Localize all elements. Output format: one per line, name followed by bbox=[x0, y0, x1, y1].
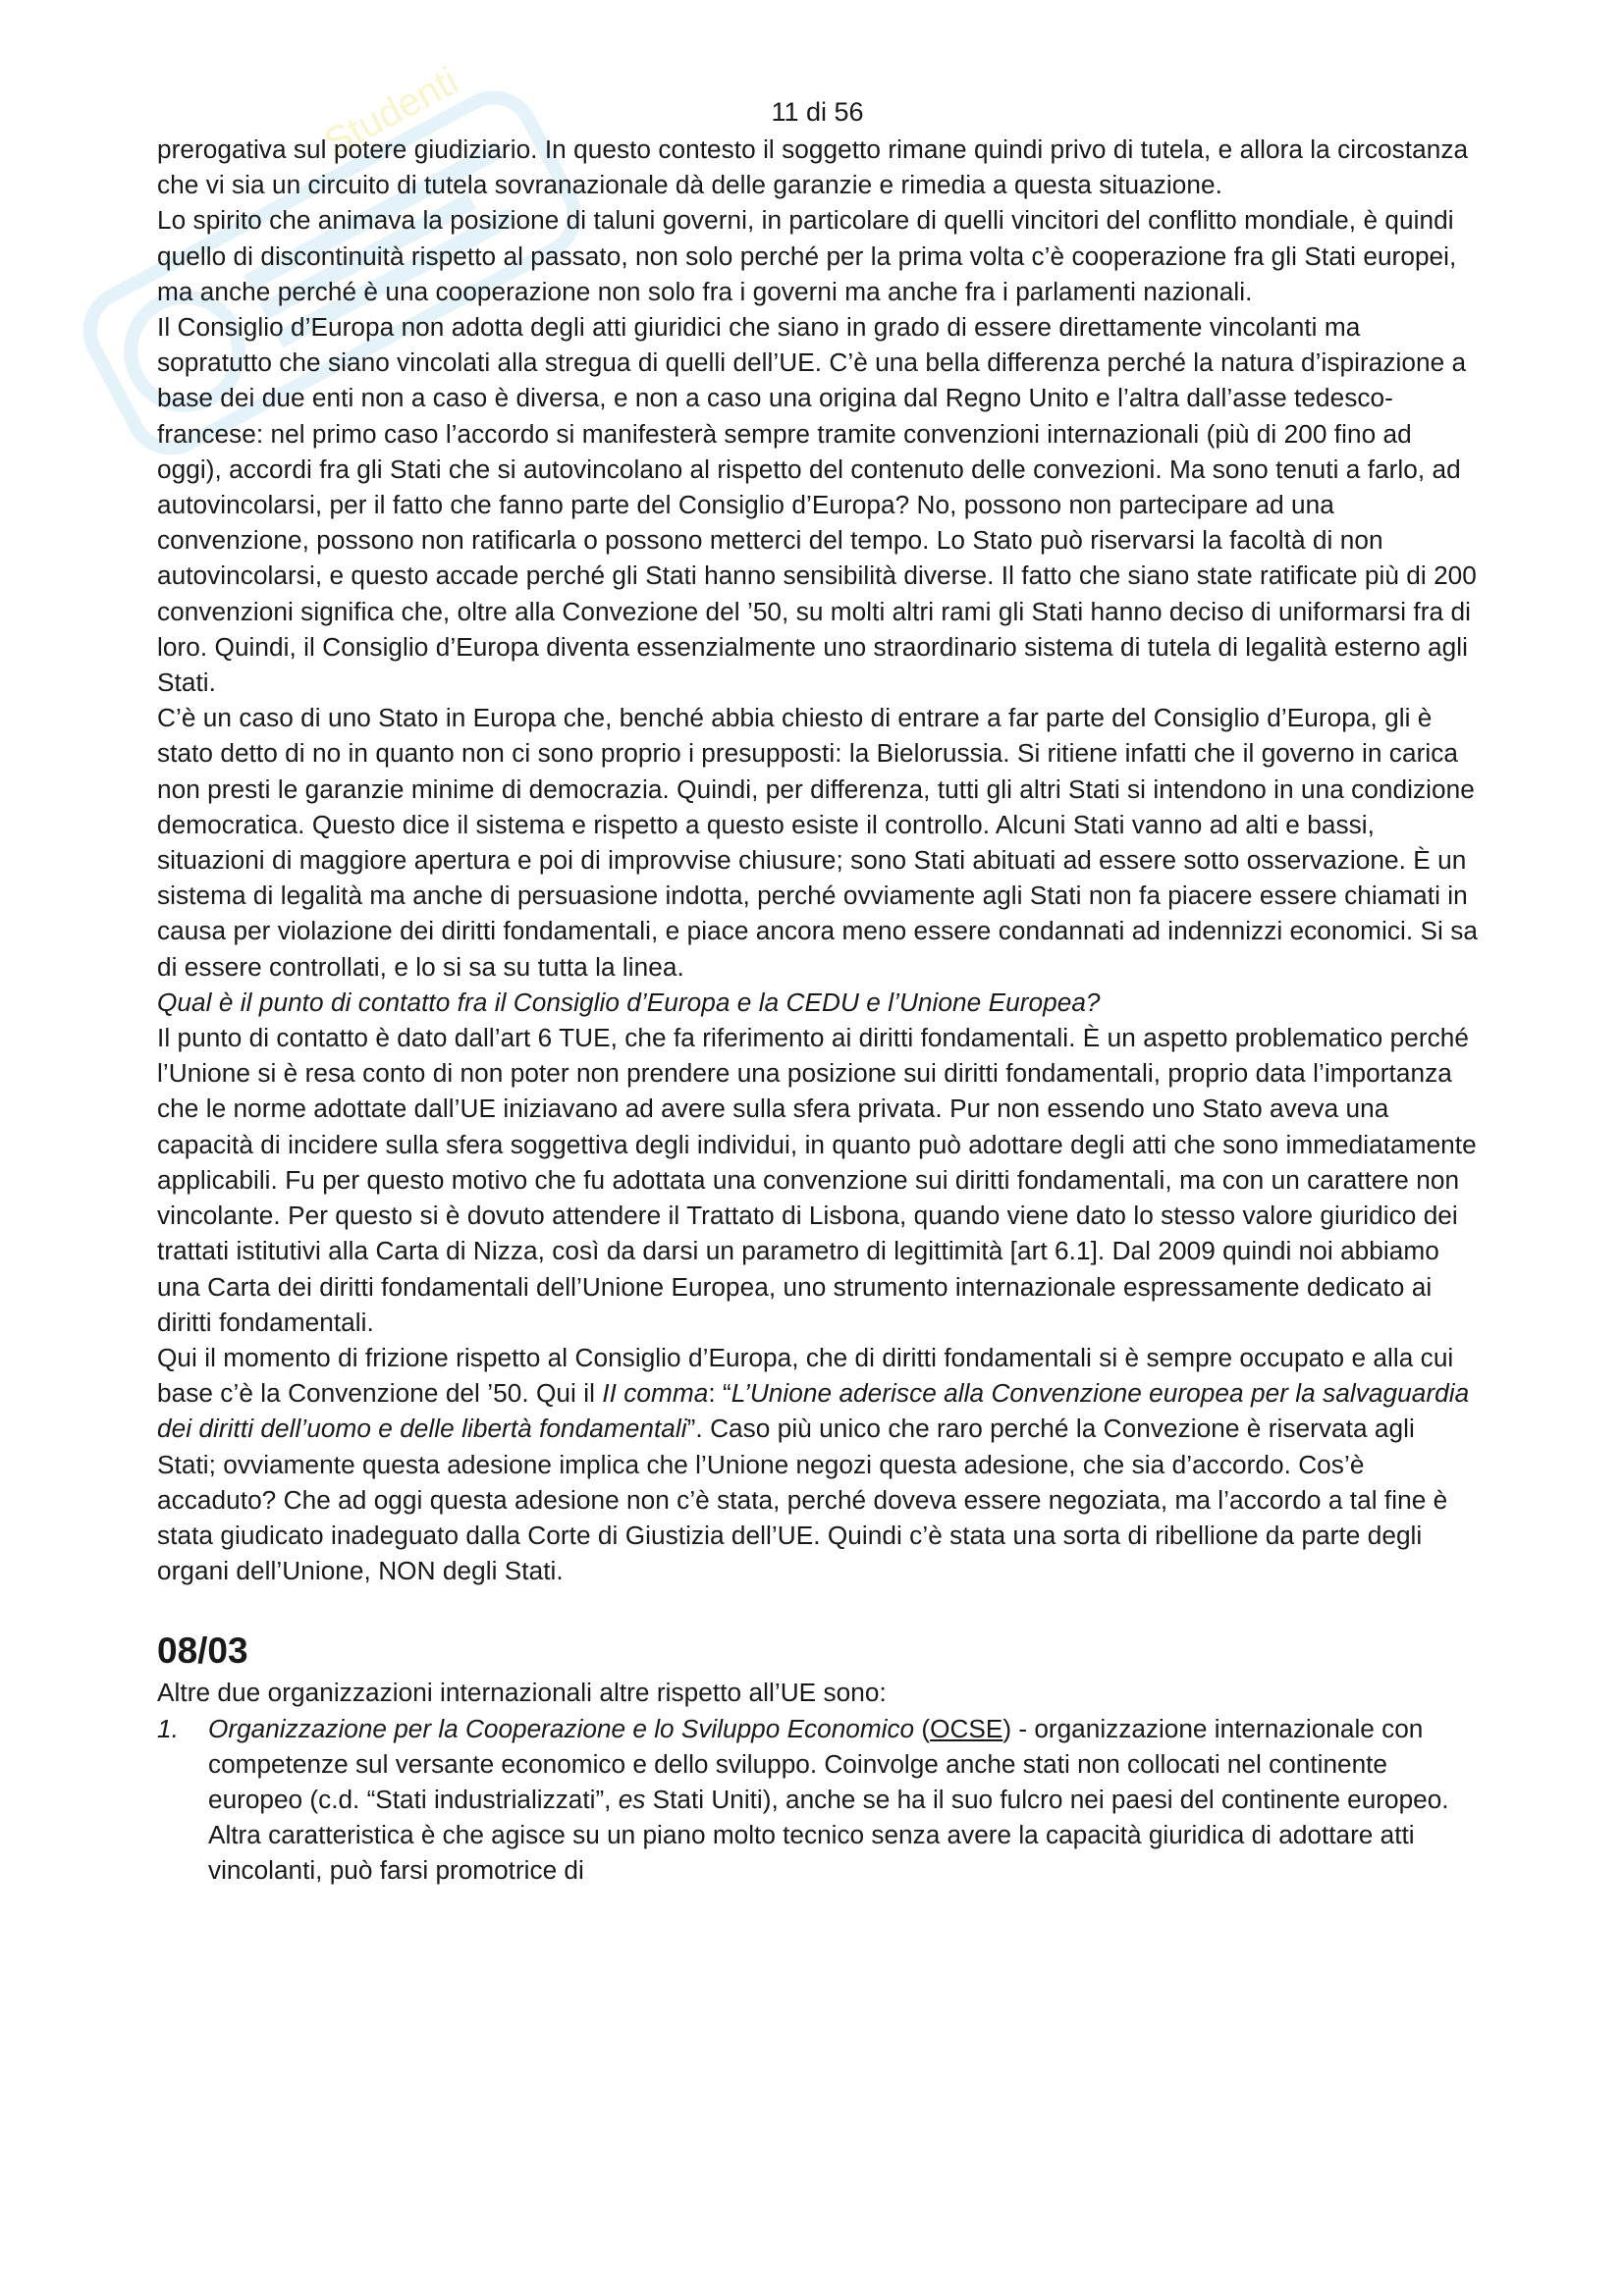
friction-paragraph bbox=[157, 1340, 1478, 1588]
comma-label: II comma bbox=[602, 1378, 709, 1409]
section-intro: Altre due organizzazioni internazionali altre rispetto all’UE sono: bbox=[157, 1678, 887, 1708]
section-heading: 08/03 bbox=[157, 1630, 248, 1672]
watermark-text: Studenti bbox=[317, 59, 465, 165]
acronym: OCSE bbox=[930, 1713, 1003, 1743]
text: ( bbox=[914, 1713, 931, 1743]
paragraph: C’è un caso di uno Stato in Europa che, benché abbia chiesto di entrare a far parte del Consiglio d’Europa, gli è stato detto di no in quanto non ci sono proprio i presupposti: la Bielorussia. Si ritiene infatti che il governo in carica non presti le garanzie minime di democrazia. Quindi, per differenza, tutti gli altri Stati si intendono in una condizione democratica. Questo dice il sistema e rispetto a questo esiste il controllo. Alcuni Stati vanno ad alti e bassi, situazioni di maggiore apertura e poi di improvvise chiusure; sono Stati abituati ad essere sotto osservazione. È un sistema di legalità ma anche di persuasione indotta, perché ovviamente agli Stati non fa piacere essere chiamati in causa per violazione dei diritti fondamentali, e piace ancora meno essere condannati ad indennizzi economici. Si sa di essere controllati, e lo si sa su tutta la linea. bbox=[157, 703, 1479, 982]
paragraph: prerogativa sul potere giudiziario. In questo contesto il soggetto rimane quindi privo di tutela, e allora la circostanza che vi sia un circuito di tutela sovranazionale dà delle garanzie e rimedia a questa situazione. bbox=[157, 134, 1469, 200]
quoted-text: L’Unione aderisce alla Convenzione europea per la salvaguardia dei diritti dell’uomo e delle libertà fondamentali bbox=[157, 1378, 1470, 1444]
abbrev-es: es bbox=[618, 1784, 646, 1814]
organizations-list bbox=[157, 1711, 1478, 1889]
org-name: Organizzazione per la Cooperazione e lo Sviluppo Economico bbox=[208, 1713, 915, 1743]
document-page bbox=[157, 94, 1478, 1889]
list-item bbox=[157, 1711, 1478, 1889]
answer-paragraph: Il punto di contatto è dato dall’art 6 TUE, che fa riferimento ai diritti fondamentali. È un aspetto problematico perché l’Unione si è resa conto di non poter non prendere una posizione sui diritti fondamentali, proprio data l’importanza che le norme adottate dall’UE iniziavano ad avere sulla sfera privata. Pur non essendo uno Stato aveva una capacità di incidere sulla sfera soggettiva degli individui, in quanto può adottare degli atti che sono immediatamente applicabili. Fu per questo motivo che fu adottata una convenzione sui diritti fondamentali, ma con un carattere non vincolante. Per questo si è dovuto attendere il Trattato di Lisbona, quando viene dato lo stesso valore giuridico dei trattati istitutivi alla Carta di Nizza, così da darsi un parametro di legittimità [art 6.1]. Dal 2009 quindi noi abbiamo una Carta dei diritti fondamentali dell’Unione Europea, uno strumento internazionale espressamente dedicato ai diritti fondamentali. bbox=[157, 1023, 1477, 1337]
paragraph: Lo spirito che animava la posizione di taluni governi, in particolare di quelli vincitori del conflitto mondiale, è quindi quello di discontinuità rispetto al passato, non solo perché per la prima volta c’è cooperazione fra gli Stati europei, ma anche perché è una cooperazione non solo fra i governi ma anche fra i parlamenti nazionali. bbox=[157, 205, 1457, 306]
list-marker: 1. bbox=[157, 1713, 179, 1743]
text: ) - organizzazione internazionale con competenze sul versante economico e dello sviluppo. Coinvolge anche stati non collocati nel continente europeo (c.d. “Stati industrializzati”, bbox=[208, 1713, 1424, 1814]
text: : “ bbox=[708, 1378, 731, 1409]
page-number: 11 di 56 bbox=[771, 97, 864, 127]
text: Stati Uniti), anche se ha il suo fulcro nei paesi del continente europeo. Altra caratteristica è che agisce su un piano molto tecnico senza avere la capacità giuridica di adottare atti vincolanti, può farsi promotrice di bbox=[208, 1784, 1449, 1886]
text: ”. Caso più unico che raro perché la Convezione è riservata agli Stati; ovviamente questa adesione implica che l’Unione negozi questa adesione, che sia d’accordo. Cos’è accaduto? Che ad oggi questa adesione non c’è stata, perché doveva essere negoziata, ma l’accordo a tal fine è stata giudicato inadeguato dalla Corte di Giustizia dell’UE. Quindi c’è stata una sorta di ribellione da parte degli organi dell’Unione, NON degli Stati. bbox=[157, 1414, 1448, 1586]
text: Qui il momento di frizione rispetto al Consiglio d’Europa, che di diritti fondamentali si è sempre occupato e alla cui base c’è la Convenzione del ’50. Qui il bbox=[157, 1342, 1454, 1409]
question-heading: Qual è il punto di contatto fra il Consiglio d’Europa e la CEDU e l’Unione Europea? bbox=[157, 987, 1101, 1017]
paragraph: Il Consiglio d’Europa non adotta degli atti giuridici che siano in grado di essere direttamente vincolanti ma sopratutto che siano vincolati alla stregua di quelli dell’UE. C’è una bella differenza perché la natura d’ispirazione a base dei due enti non a caso è diversa, e non a caso una origina dal Regno Unito e l’altra dall’asse tedesco-francese: nel primo caso l’accordo si manifesterà sempre tramite convenzioni internazionali (più di 200 fino ad oggi), accordi fra gli Stati che si autovincolano al rispetto del contenuto delle convezioni. Ma sono tenuti a farlo, ad autovincolarsi, per il fatto che fanno parte del Consiglio d’Europa? No, possono non partecipare ad una convenzione, possono non ratificarla o possono metterci del tempo. Lo Stato può riservarsi la facoltà di non autovincolarsi, e questo accade perché gli Stati hanno sensibilità diverse. Il fatto che siano state ratificate più di 200 convenzioni significa che, oltre alla Convezione del ’50, su molti altri rami gli Stati hanno deciso di uniformarsi fra di loro. Quindi, il Consiglio d’Europa diventa essenzialmente uno straordinario sistema di tutela di legalità esterno agli Stati. bbox=[157, 312, 1477, 698]
